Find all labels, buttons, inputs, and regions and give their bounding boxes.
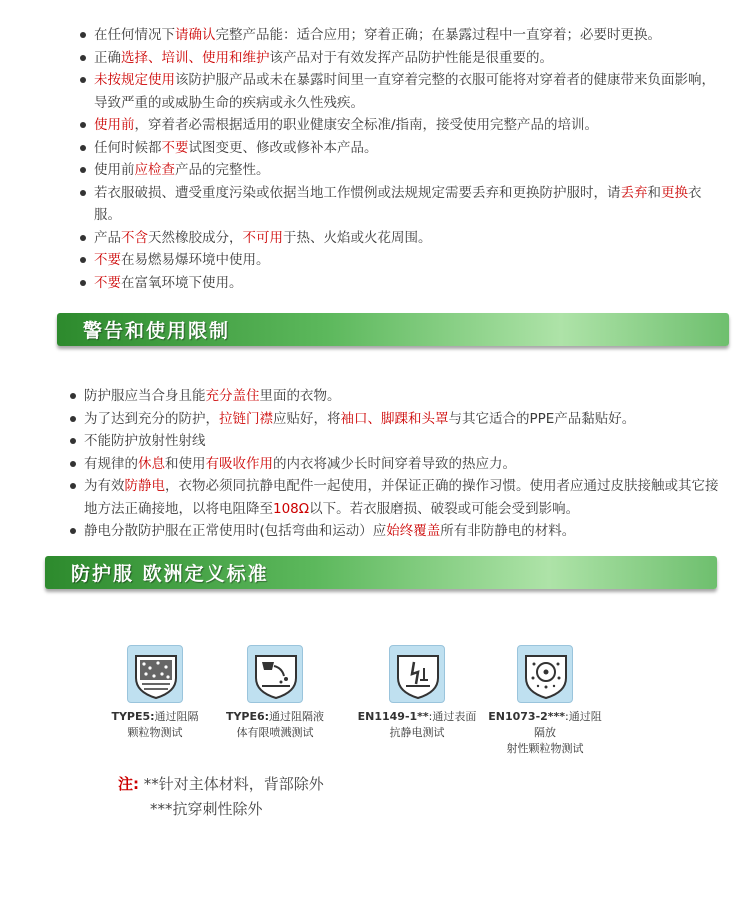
instruction-item — [80, 24, 720, 47]
item-text: 在易燃易爆环境中使用。 — [121, 252, 270, 268]
badge-type5-line1: 通过阻隔 — [154, 710, 199, 723]
highlight-text: 始终覆盖 — [386, 523, 441, 539]
instruction-item — [80, 249, 720, 272]
item-text: 有规律的 — [84, 455, 138, 472]
highlight-text: 不可用 — [242, 229, 283, 246]
warning-banner-title: 警告和使用限制 — [83, 320, 231, 342]
highlight-text: 充分盖住 — [205, 388, 260, 404]
limit-item — [70, 408, 730, 431]
item-text: 产品的完整性。 — [175, 162, 270, 178]
badge-type5-code: TYPE5: — [111, 710, 155, 723]
highlight-text: 选择、培训、使用和维护 — [121, 49, 270, 66]
highlight-text: 休息 — [138, 455, 165, 472]
highlight-text: 不要 — [94, 274, 121, 291]
highlight-text: 袖口、脚踝和头罩 — [340, 410, 449, 427]
item-text: 正确 — [94, 49, 121, 66]
item-text: 衣服。 — [94, 184, 702, 223]
highlight-text: 108Ω — [273, 500, 310, 517]
item-text: 产品 — [94, 229, 121, 246]
standard-badges — [95, 645, 655, 755]
item-text: 该产品对于有效发挥产品防护性能是很重要的。 — [269, 49, 553, 66]
instruction-item — [80, 69, 720, 114]
instruction-item — [80, 47, 720, 70]
particle-shield-icon — [127, 645, 183, 703]
instruction-item — [80, 182, 720, 227]
badge-type6-line2: 体有限喷溅测试 — [236, 726, 314, 739]
item-text: 为有效 — [84, 478, 125, 494]
highlight-text: 使用前 — [94, 117, 135, 133]
badge-en1073-line1: :通过阻隔放 — [534, 710, 602, 739]
warning-banner — [57, 313, 729, 346]
highlight-text: 更换 — [661, 184, 688, 201]
eu-standard-banner-title: 防护服 欧洲定义标准 — [71, 563, 269, 585]
item-text: 试图变更、修改或修补本产品。 — [188, 139, 378, 156]
antistatic-shield-icon — [389, 645, 445, 703]
item-text: 和 — [647, 184, 661, 201]
item-text: 的内衣将减少长时间穿着导致的热应力。 — [273, 455, 516, 472]
item-text: 应贴好，将 — [273, 410, 341, 427]
badge-en1073 — [485, 645, 605, 757]
limit-item — [70, 430, 730, 453]
instruction-item — [80, 159, 720, 182]
highlight-text: 拉链门襟 — [219, 410, 273, 427]
highlight-text: 不含 — [121, 229, 148, 246]
badge-en1073-line2: 射性颗粒物测试 — [506, 742, 584, 755]
item-text: 防护服应当合身且能 — [84, 388, 206, 404]
item-text: 完整产品能：适合应用；穿着正确；在暴露过程中一直穿着；必要时更换。 — [215, 27, 661, 43]
badge-type6 — [215, 645, 335, 741]
highlight-text: 未按规定使用 — [94, 72, 175, 88]
footnote-line1: **针对主体材料，背部除外 — [143, 775, 324, 793]
item-text: 若衣服破损、遭受重度污染或依据当地工作惯例或法规规定需要丢弃和更换防护服时，请 — [94, 184, 621, 201]
badge-type6-line1: 通过阻隔液 — [269, 710, 325, 723]
item-text: 使用前 — [94, 162, 135, 178]
usage-instructions-list — [80, 24, 720, 294]
item-text: ，穿着者必需根据适用的职业健康安全标准/指南，接受使用完整产品的培训。 — [134, 117, 599, 133]
item-text: 所有非防静电的材料。 — [440, 523, 576, 539]
highlight-text: 请确认 — [175, 27, 216, 43]
usage-limits-list — [70, 385, 730, 543]
badge-type5 — [95, 645, 215, 741]
limit-item — [70, 520, 730, 543]
highlight-text: 防静电 — [124, 478, 165, 494]
item-text: 与其它适合的PPE产品黏贴好。 — [448, 410, 636, 427]
highlight-text: 不要 — [94, 252, 121, 268]
footnote-line2: ***抗穿刺性除外 — [150, 800, 263, 818]
highlight-text: 应检查 — [134, 162, 175, 178]
item-text: 以下。若衣服磨损、破裂或可能会受到影响。 — [309, 500, 580, 517]
badge-en1149-line1: :通过表面 — [428, 710, 477, 723]
highlight-text: 不要 — [161, 139, 189, 156]
badge-en1073-code: EN1073-2*** — [488, 710, 566, 723]
badge-type5-line2: 颗粒物测试 — [127, 726, 183, 739]
badge-en1149 — [357, 645, 477, 741]
highlight-text: 有吸收作用 — [205, 455, 273, 472]
item-text: 里面的衣物。 — [259, 388, 341, 404]
item-text: 和使用 — [165, 455, 206, 472]
badge-en1149-code: EN1149-1** — [357, 710, 429, 723]
eu-standard-banner — [45, 556, 717, 589]
instruction-item — [80, 272, 720, 295]
badge-en1149-line2: 抗静电测试 — [389, 726, 445, 739]
item-text: 任何时候都 — [94, 139, 162, 156]
radioactive-particle-shield-icon — [517, 645, 573, 703]
limit-item — [70, 475, 730, 520]
footnote-label: 注: — [118, 775, 139, 793]
liquid-splash-shield-icon — [247, 645, 303, 703]
item-text: ，衣物必须同抗静电配件一起使用，并保证正确的操作习惯。使用者应通过皮肤接触或其它接地方法正确接地，以将电阻降至 — [84, 478, 719, 517]
instruction-item — [80, 114, 720, 137]
highlight-text: 丢弃 — [620, 184, 648, 201]
footnote — [118, 772, 324, 796]
limit-item — [70, 385, 730, 408]
badge-type6-code: TYPE6: — [225, 710, 270, 723]
item-text: 该防护服产品或未在暴露时间里一直穿着完整的衣服可能将对穿着者的健康带来负面影响，导致严重的或威胁生命的疾病或永久性残疾。 — [94, 72, 715, 111]
instruction-item — [80, 137, 720, 160]
limit-item — [70, 453, 730, 476]
instruction-item — [80, 227, 720, 250]
item-text: 为了达到充分的防护， — [84, 410, 219, 427]
item-text: 于热、火焰或火花周围。 — [283, 229, 432, 246]
item-text: 在富氧环境下使用。 — [121, 274, 243, 291]
item-text: 静电分散防护服在正常使用时(包括弯曲和运动）应 — [84, 523, 387, 539]
item-text: 天然橡胶成分， — [148, 229, 243, 246]
item-text: 在任何情况下 — [94, 27, 175, 43]
item-text: 不能防护放射性射线 — [84, 433, 206, 449]
